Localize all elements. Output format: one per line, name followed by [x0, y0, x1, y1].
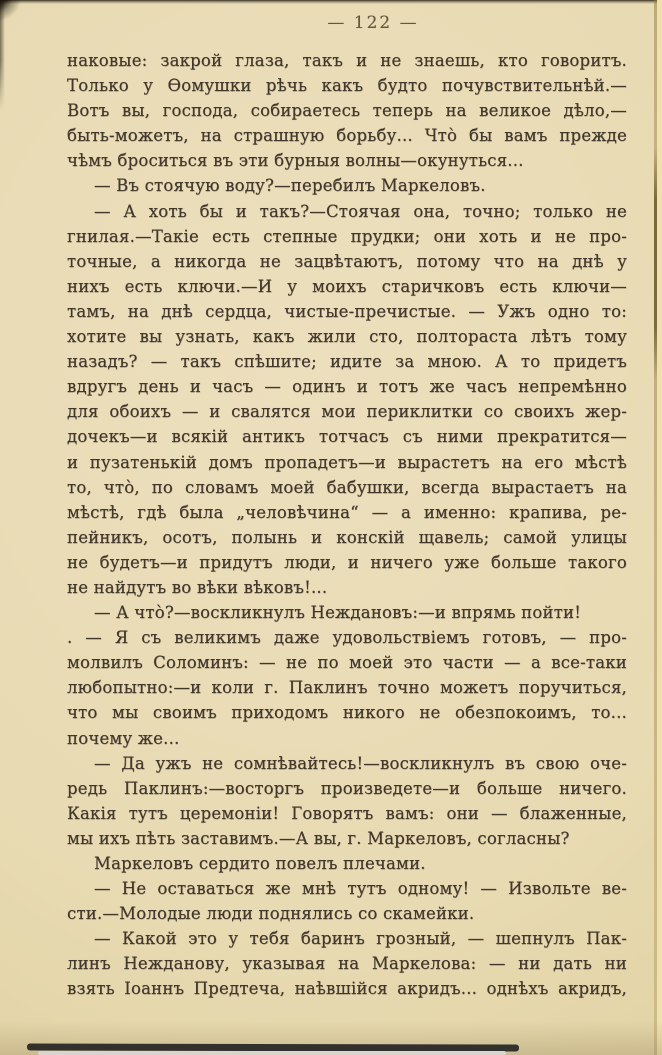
- text-line: вдругъ день и часъ — одинъ и тотъ же часъ непремѣнно: [67, 377, 627, 397]
- text-line: мы ихъ пѣть заставимъ.—А вы, г. Маркеловъ, согласны?: [67, 828, 570, 848]
- text-line: Только у Ѳомушки рѣчь какъ будто почувствительнѣй.—: [67, 76, 627, 96]
- scan-edge-left: [0, 0, 5, 110]
- text-line: не найдутъ во вѣки вѣковъ!...: [67, 577, 328, 597]
- text-line: хотите вы узнать, какъ жили сто, полтораста лѣтъ тому: [67, 327, 627, 347]
- text-line: наковые: закрой глаза, такъ и не знаешь, кто говоритъ.: [67, 51, 627, 70]
- text-line: тамъ, на днѣ сердца, чистые-пречистые. — Ужъ одно то:: [67, 301, 627, 321]
- text-line: — Въ стоячую воду?—перебилъ Маркеловъ.: [94, 176, 486, 196]
- scan-corner-top-left: [0, 0, 46, 46]
- text-line: молвилъ Соломинъ: — не по моей это части — а все-таки: [67, 653, 627, 673]
- text-line: линъ Нежданову, указывая на Маркелова: — ни дать ни: [67, 954, 627, 974]
- text-line: назадъ? — такъ спѣшите; идите за мною. А то придетъ: [67, 352, 627, 372]
- text-line: для обоихъ — и свалятся мои периклитки со своихъ жер-: [67, 402, 627, 422]
- text-line: нихъ есть ключи.—И у моихъ старичковъ есть ключи—: [67, 276, 627, 296]
- scan-edge-top: [0, 0, 662, 4]
- text-line: быть-можетъ, на страшную борьбу... Что̀ бы вамъ прежде: [67, 126, 627, 146]
- text-line: сти.—Молодые люди поднялись со скамейки.: [67, 904, 475, 924]
- text-line: почему же...: [67, 728, 180, 748]
- text-line: точные, а никогда не зацвѣтаютъ, потому что на днѣ у: [67, 251, 627, 271]
- text-line: Маркеловъ сердито повелъ плечами.: [94, 854, 426, 873]
- text-line: Вотъ вы, господа, собираетесь теперь на великое дѣло,—: [67, 101, 627, 121]
- text-line: — А что̀?—воскликнулъ Неждановъ:—и впрямь пойти!: [94, 603, 582, 623]
- page-fold-line: [654, 0, 657, 1055]
- text-line: что мы своимъ приходомъ никого не обезпокоимъ, то...: [67, 703, 627, 723]
- text-line: любопытно:—и коли г. Паклинъ точно можетъ поручиться,: [67, 678, 627, 698]
- text-line: гнилая.—Такіе есть степные прудки; они хоть и не про-: [67, 226, 627, 246]
- text-line: — Какой это у тебя баринъ грозный, — шепнулъ Пак-: [94, 929, 627, 949]
- text-line: мѣстѣ, гдѣ была „человѣчина“ — а именно: крапива, ре-: [67, 502, 627, 522]
- text-line: пейникъ, осотъ, полынь и конскій щавель; самой улицы: [67, 527, 627, 547]
- text-line: . — Я съ великимъ даже удовольствіемъ готовъ, — про-: [67, 628, 627, 648]
- text-line: то, что̀, по словамъ моей бабушки, всегда вырастаетъ на: [67, 477, 627, 497]
- text-line: дочекъ—и всякій антикъ тотчасъ съ ними прекратится—: [67, 427, 627, 447]
- text-line: — А хоть бы и такъ?—Стоячая она, точно; только не: [94, 201, 627, 221]
- text-line: — Не оставаться же мнѣ тутъ одному! — Извольте ве-: [94, 879, 627, 899]
- text-line: Какія тутъ церемоніи! Говорятъ вамъ: они — блаженные,: [67, 803, 627, 823]
- text-line: редь Паклинъ:—восторгъ произведете—и больше ничего.: [67, 778, 627, 798]
- scan-edge-bottom-light: [38, 1051, 506, 1055]
- text-line: — Да ужъ не сомнѣвайтесь!—воскликнулъ въ свою оче-: [94, 753, 627, 773]
- text-line: и пузатенькій домъ пропадетъ—и вырастетъ на его мѣстѣ: [67, 452, 627, 472]
- scan-right-margin: [657, 0, 662, 1055]
- text-line: не будетъ—и придутъ люди, и ничего уже больше такого: [67, 552, 627, 572]
- text-line: чѣмъ броситься въ эти бурныя волны—окунуться...: [67, 151, 524, 171]
- text-line: взять Іоаннъ Предтеча, наѣвшійся акридъ... однѣхъ акридъ,: [67, 979, 627, 999]
- page-number-header: — 122 —: [327, 13, 419, 33]
- text-block: [67, 48, 627, 1002]
